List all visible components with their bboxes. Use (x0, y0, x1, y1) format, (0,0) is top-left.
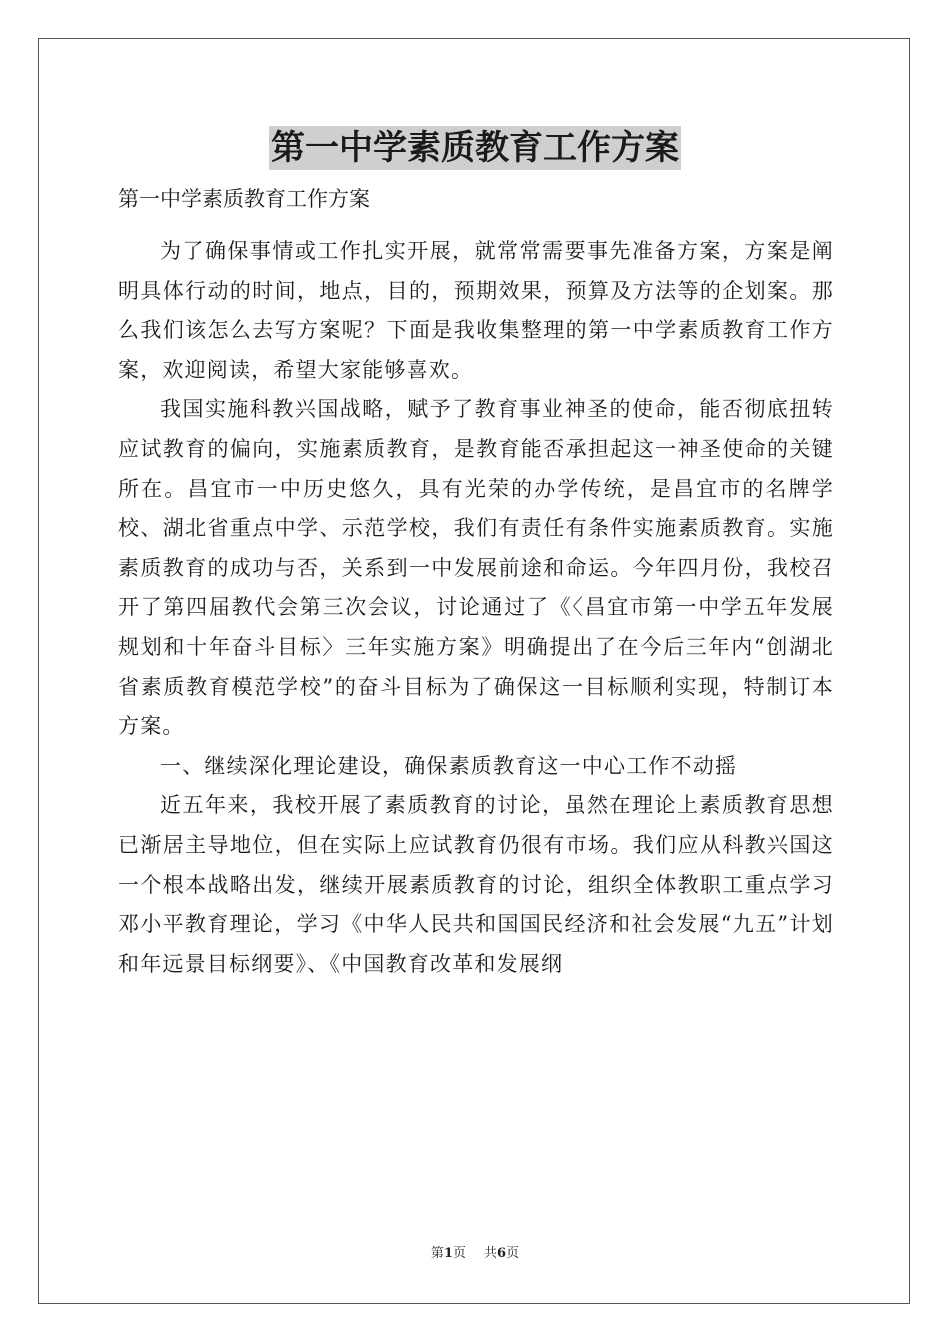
document-title: 第一中学素质教育工作方案 (271, 128, 679, 168)
page-footer (0, 1245, 950, 1263)
total-count: 6 (497, 1246, 507, 1261)
page-current: 1 (443, 1246, 453, 1261)
document-body (118, 232, 834, 984)
total-prefix: 共 (484, 1246, 498, 1261)
paragraph-background: 我国实施科教兴国战略，赋予了教育事业神圣的使命，能否彻底扭转应试教育的偏向，实施素质教育，是教育能否承担起这一神圣使命的关键所在。昌宜市一中历史悠久，具有光荣的办学传统，是昌宜市的名牌学校、湖北省重点中学、示范学校，我们有责任有条件实施素质教育。实施素质教育的成功与否，关系到一中发展前途和命运。今年四月份，我校召开了第四届教代会第三次会议，讨论通过了《〈昌宜市第一中学五年发展规划和十年奋斗目标〉三年实施方案》明确提出了在今后三年内“创湖北省素质教育模范学校”的奋斗目标为了确保这一目标顺利实现，特制订本方案。 (118, 397, 834, 739)
section-heading-1: 一、继续深化理论建设，确保素质教育这一中心工作不动摇 (160, 753, 738, 778)
page-prefix: 第 (430, 1246, 444, 1261)
total-suffix: 页 (506, 1246, 520, 1261)
total-pages (484, 1245, 519, 1263)
page-number (431, 1245, 466, 1263)
paragraph-section-1: 近五年来，我校开展了素质教育的讨论，虽然在理论上素质教育思想已渐居主导地位，但在实际上应试教育仍很有市场。我们应从科教兴国这一个根本战略出发，继续开展素质教育的讨论，组织全体教职工重点学习邓小平教育理论，学习《中华人民共和国国民经济和社会发展“九五”计划和年远景目标纲要》、《中国教育改革和发展纲 (118, 793, 834, 976)
page-suffix: 页 (452, 1246, 466, 1261)
title-container (0, 126, 950, 170)
paragraph-intro: 为了确保事情或工作扎实开展，就常常需要事先准备方案，方案是阐明具体行动的时间，地点，目的，预期效果，预算及方法等的企划案。那么我们该怎么去写方案呢？下面是我收集整理的第一中学素质教育工作方案，欢迎阅读，希望大家能够喜欢。 (118, 239, 834, 382)
document-subtitle: 第一中学素质教育工作方案 (118, 187, 370, 211)
